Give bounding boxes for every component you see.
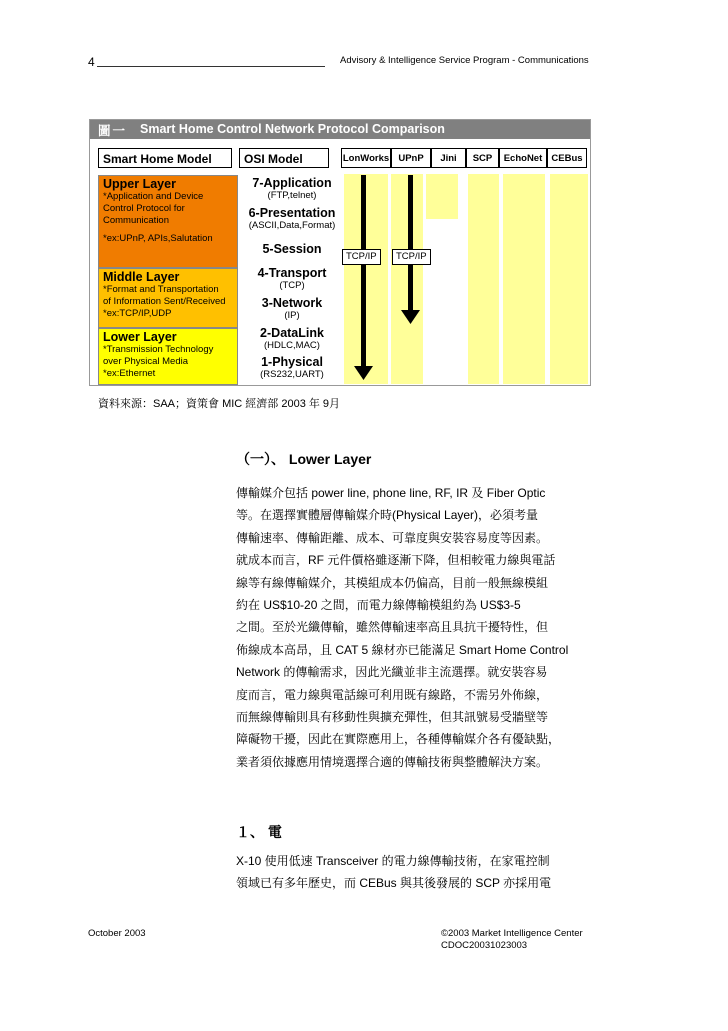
osi-layer-sub: (HDLC,MAC) [264,340,320,351]
upnp-tcpip-label: TCP/IP [392,249,431,265]
lower-layer-line: over Physical Media [103,356,189,367]
osi-layer-name: 5-Session [262,242,322,256]
cebus-column [550,174,588,384]
osi-layer-sub: (ASCII,Data,Format) [248,220,336,231]
protocol-echonet: EchoNet [499,148,547,168]
protocol-cebus: CEBus [547,148,587,168]
osi-layer-1 [244,355,340,380]
osi-layer-sub: (IP) [284,310,300,321]
osi-layer-3 [244,296,340,321]
middle-layer-line: *ex:TCP/IP,UDP [103,308,172,319]
section-heading: （一）、 Lower Layer [236,451,372,467]
lonworks-arrowhead-icon [354,366,373,380]
paragraph-line: 領域已有多年歷史，而 CEBus 與其後發展的 SCP 亦採用電 [236,876,552,890]
lower-layer-block [98,328,238,385]
figure-title-bar [90,120,590,139]
upper-layer-block [98,175,238,268]
jini-column [426,174,458,219]
paragraph-line: 而無線傳輸則具有移動性與擴充彈性，但其訊號易受牆壁等 [236,709,549,724]
page-number: 4 [88,55,95,69]
subsection-heading: １、 電 [236,824,282,840]
lonworks-column [344,174,388,384]
body-paragraph-2 [236,850,592,894]
footer-doc-id: CDOC20031023003 [441,940,528,951]
paragraph-line: 佈線成本高昂，且 CAT 5 線材亦已能滿足 Smart Home Control [236,642,569,657]
lonworks-arrow-line [361,175,366,369]
upnp-arrow-line [408,175,413,312]
middle-layer-title: Middle Layer [103,270,180,284]
osi-layer-name: 6-Presentation [248,206,336,220]
upnp-column [391,174,423,384]
running-title: Advisory & Intelligence Service Program - Communications [340,55,589,66]
upnp-arrowhead-icon [401,310,420,324]
echonet-column [503,174,545,384]
paragraph-line: 就成本而言，RF 元件價格雖逐漸下降，但相較電力線與電話 [236,553,556,568]
protocol-comparison-figure [89,119,591,386]
paragraph-line: 度而言，電力線與電話線可利用既有線路，不需另外佈線， [236,687,549,702]
osi-layer-5 [244,242,340,256]
lower-layer-title: Lower Layer [103,330,177,344]
figure-tag: 圖一 [98,124,128,138]
protocol-scp: SCP [466,148,499,168]
upper-layer-title: Upper Layer [103,177,176,191]
osi-layer-sub: (RS232,UART) [260,369,324,380]
paragraph-line: 線等有線傳輸媒介，其模組成本仍偏高，目前一般無線模組 [236,575,549,590]
lower-layer-line: *ex:Ethernet [103,368,156,379]
footer-date: October 2003 [88,928,146,939]
middle-layer-line: *Format and Transportation [103,284,219,295]
osi-layer-sub: (TCP) [279,280,305,291]
upper-layer-line: Control Protocol for [103,203,185,214]
osi-layer-7 [244,176,340,201]
osi-layer-2 [244,326,340,351]
paragraph-line: 等。在選擇實體層傳輸媒介時(Physical Layer)，必須考量 [236,508,539,523]
protocol-lonworks: LonWorks [341,148,391,168]
header-smart-home-model: Smart Home Model [98,148,232,168]
paragraph-line: X-10 使用低速 Transceiver 的電力線傳輸技術，在家電控制 [236,854,550,868]
lower-layer-line: *Transmission Technology [103,344,214,355]
upper-layer-line: *Application and Device [103,191,204,202]
lonworks-tcpip-label: TCP/IP [342,249,381,265]
paragraph-line: 約在 US$10-20 之間，而電力線傳輸模組約為 US$3-5 [236,597,521,612]
osi-layer-4 [244,266,340,291]
header-rule [97,66,325,67]
paragraph-line: 業者須依據應用情境選擇合適的傳輸技術與整體解決方案。 [236,754,549,769]
paragraph-line: 傳輸媒介包括 power line, phone line, RF, IR 及 Fiber Optic [236,486,546,500]
upper-layer-line: *ex:UPnP, APIs,Salutation [103,233,213,244]
figure-title: Smart Home Control Network Protocol Comparison [140,122,445,136]
middle-layer-block [98,268,238,328]
protocol-jini: Jini [431,148,466,168]
osi-layer-sub: (FTP,telnet) [267,190,317,201]
paragraph-line: Network 的傳輸需求，因此光纖並非主流選擇。就安裝容易 [236,665,548,680]
protocol-upnp: UPnP [391,148,431,168]
osi-layer-name: 2-DataLink [260,326,324,340]
upper-layer-line: Communication [103,215,169,226]
osi-layer-6 [244,206,340,231]
body-paragraph [236,482,592,773]
paragraph-line: 之間。至於光纖傳輸，雖然傳輸速率高且具抗干擾特性，但 [236,620,549,635]
paragraph-line: 障礙物干擾，因此在實際應用上，各種傳輸媒介各有優缺點， [236,732,561,747]
osi-layer-name: 3-Network [261,296,323,310]
scp-column [468,174,499,384]
osi-layer-name: 4-Transport [257,266,327,280]
middle-layer-line: of Information Sent/Received [103,296,226,307]
figure-source-caption: 資料來源：SAA；資策會 MIC 經濟部 2003 年 9月 [98,398,341,410]
osi-layer-name: 7-Application [252,176,332,190]
header-osi-model: OSI Model [239,148,329,168]
osi-layer-name: 1-Physical [261,355,323,369]
paragraph-line: 傳輸速率、傳輸距離、成本、可靠度與安裝容易度等因素。 [236,530,549,545]
footer-copyright: ©2003 Market Intelligence Center [441,928,583,939]
footer-right [441,928,583,952]
